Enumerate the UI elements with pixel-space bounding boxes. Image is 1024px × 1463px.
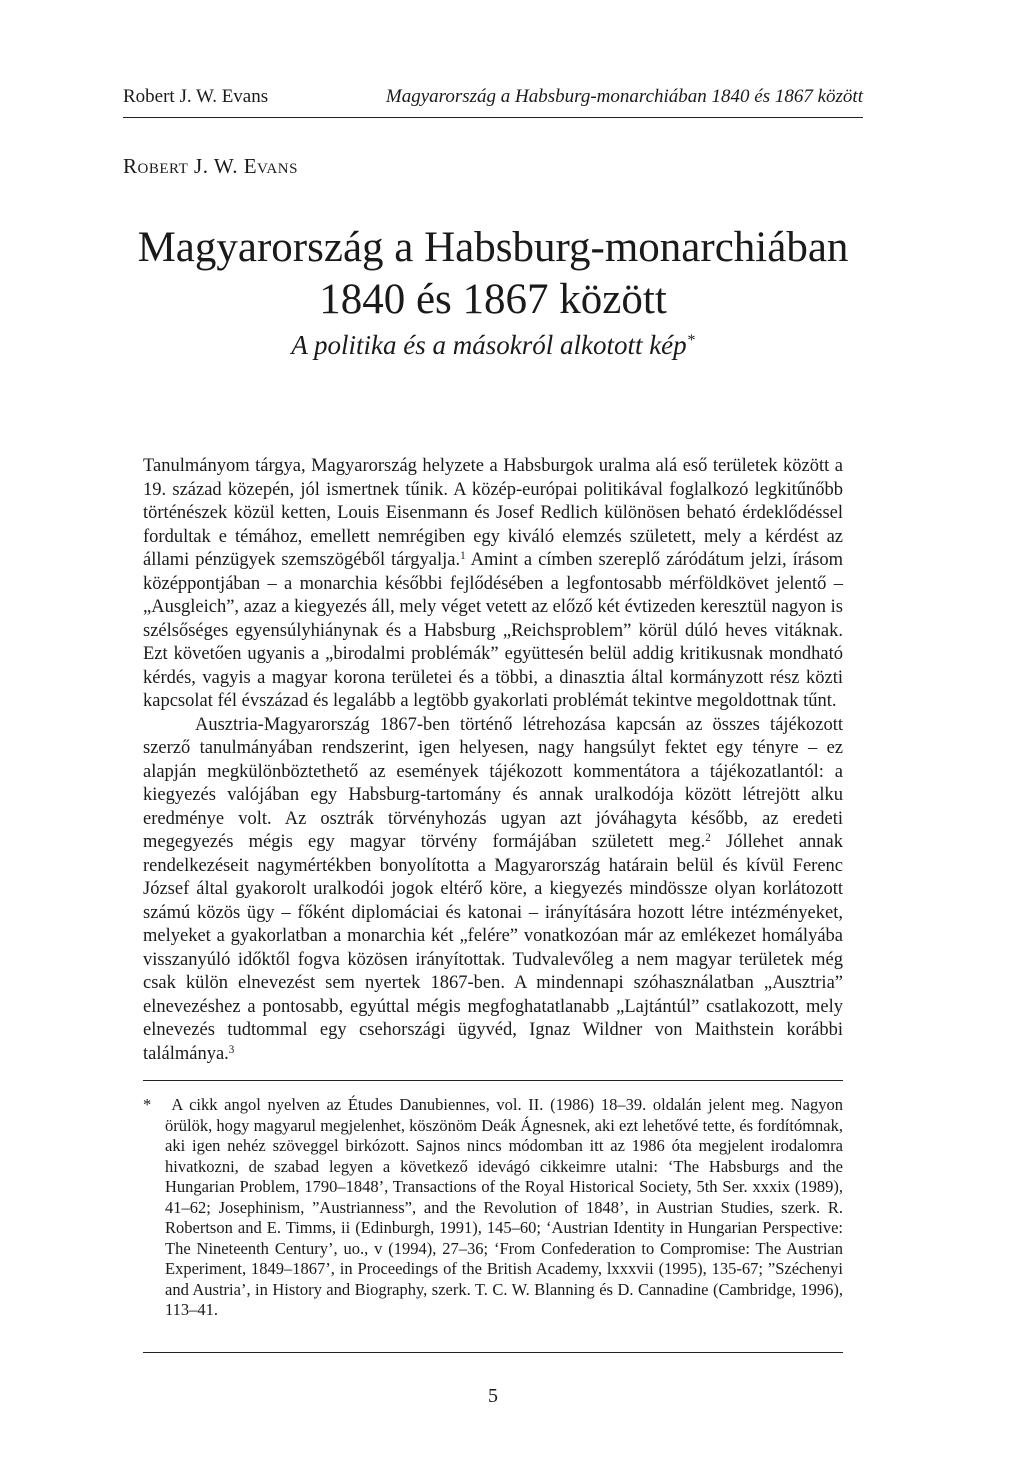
footnote-mark: * (143, 1095, 152, 1114)
page-number: 5 (488, 1385, 498, 1407)
bottom-rule (143, 1352, 843, 1353)
footnote-reference: 1 (460, 549, 466, 562)
title-line-2: 1840 és 1867 között (319, 276, 667, 323)
paragraph-text: Amint a címben szereplő záródátum jelzi, írásom középpontjában – a monarchia későbbi fejlődésében a legfontosabb mérföldkövet jelentő – „Ausgleich”, azaz a kiegyezés áll, mely véget vetett az előző két évtizeden keresztül nagyon is szélsőséges egyensúlyhiánynak és a Habsburg „Reichsproblem” körül dúló heves vitáknak. Ezt követően ugyanis a „birodalmi problémák” együttesén belül addig kritikusnak mondható kérdés, vagyis a magyar korona területei és a többi, a dinasztia által kormányzott rész közti kapcsolat fél évszázad és legalább a legtöbb gyakorlati problémát tekintve megoldottnak tűnt. (143, 550, 843, 711)
running-head-author: Robert J. W. Evans (123, 86, 269, 107)
footnotes (143, 1095, 843, 1321)
paragraph-text: Ausztria-Magyarország 1867-ben történő létrehozása kapcsán az összes tájékozott szerző tanulmányában rendszerint, igen helyesen, nagy hangsúlyt fektet egy tényre – ez alapján megkülönböztethető az események tájékozott kommentátora a tájékozatlantól: a kiegyezés valójában egy Habsburg-tartomány és annak uralkodója között létrejött alku eredménye volt. Az osztrák törvényhozás ugyan azt jóváhagyta később, az eredeti megegyezés mégis egy magyar törvény formájában született meg. (143, 714, 843, 852)
paragraph (143, 455, 843, 714)
footnote-rule (143, 1080, 843, 1081)
footnote-reference: 3 (228, 1043, 235, 1056)
running-head (123, 86, 863, 108)
footnote (143, 1095, 843, 1321)
paragraph (143, 714, 843, 1067)
article-title (123, 222, 863, 326)
subtitle-text: A politika és a másokról alkotott kép (291, 330, 687, 360)
footnote-reference: 2 (705, 831, 711, 844)
paragraph-text: Tanulmányom tárgya, Magyarország helyzete a Habsburgok uralma alá eső területek között a 19. század közepén, jól ismertnek tűnik. A közép-európai politikával foglalkozó legkitűnőbb történészek közül ketten, Louis Eisenmann és Josef Redlich különösen beható érdeklődéssel fordultak e témához, emellett nemrégiben egy kiváló elemzés született, mely a kérdést az állami pénzügyek szemszögéből tárgyalja. (143, 456, 843, 570)
subtitle-footnote-mark: * (686, 331, 695, 350)
header-rule (123, 117, 863, 118)
running-head-title: Magyarország a Habsburg-monarchiában 1840 és 1867 között (385, 86, 863, 107)
article-author: Robert J. W. Evans (123, 154, 298, 178)
footnote-text: A cikk angol nyelven az Études Danubiennes, vol. II. (1986) 18–39. oldalán jelent meg. Nagyon örülök, hogy magyarul megjelenhet, köszönöm Deák Ágnesnek, aki ezt lehetővé tette, és fordítómnak, aki igen nehéz szöveggel birkózott. Sajnos nincs módomban itt az 1986 óta megjelent irodalomra hivatkozni, de szabad legyen a következő idevágó cikkeimre utalni: ‘The Habsburgs and the Hungarian Problem, 1790–1848’, Transactions of the Royal Historical Society, 5th Ser. xxxix (1989), 41–62; Josephinism, ”Austrianness”, and the Revolution of 1848’, in Austrian Studies, szerk. R. Robertson and E. Timms, ii (Edinburgh, 1991), 145–60; ‘Austrian Identity in Hungarian Perspective: The Nineteenth Century’, uo., v (1994), 27–36; ‘From Confederation to Compromise: The Austrian Experiment, 1849–1867’, in Proceedings of the British Academy, lxxxvii (1995), 135-67; ”Széchenyi and Austria’, in History and Biography, szerk. T. C. W. Blanning és D. Cannadine (Cambridge, 1996), 113–41. (165, 1095, 843, 1319)
article-subtitle (123, 330, 863, 361)
title-line-1: Magyarország a Habsburg-monarchiában (137, 224, 849, 271)
body-text (143, 455, 843, 1066)
paragraph-text: Jóllehet annak rendelkezéseit nagymértékben bonyolította a Magyarország határain belül és kívül Ferenc József által gyakorolt uralkodói jogok eltérő köre, a kiegyezés mindössze olyan korlátozott számú közös ügy – főként diplomáciai és katonai – irányítására hozott létre intézményeket, melyeket a gyakorlatban a monarchia két „felére” vonatkozóan már az emlékezet homályába visszanyúló időktől fogva közösen irányítottak. Tudvalevőleg a nem magyar területek még csak külön elnevezést sem nyertek 1867-ben. A mindennapi szóhasználatban „Ausztria” elnevezéshez a pontosabb, egyúttal mégis megfoghatatlanabb „Lajtántúl” csatlakozott, mely elnevezés tudtommal egy csehországi ügyvéd, Ignaz Wildner von Maithstein korábbi találmánya. (143, 832, 843, 1064)
